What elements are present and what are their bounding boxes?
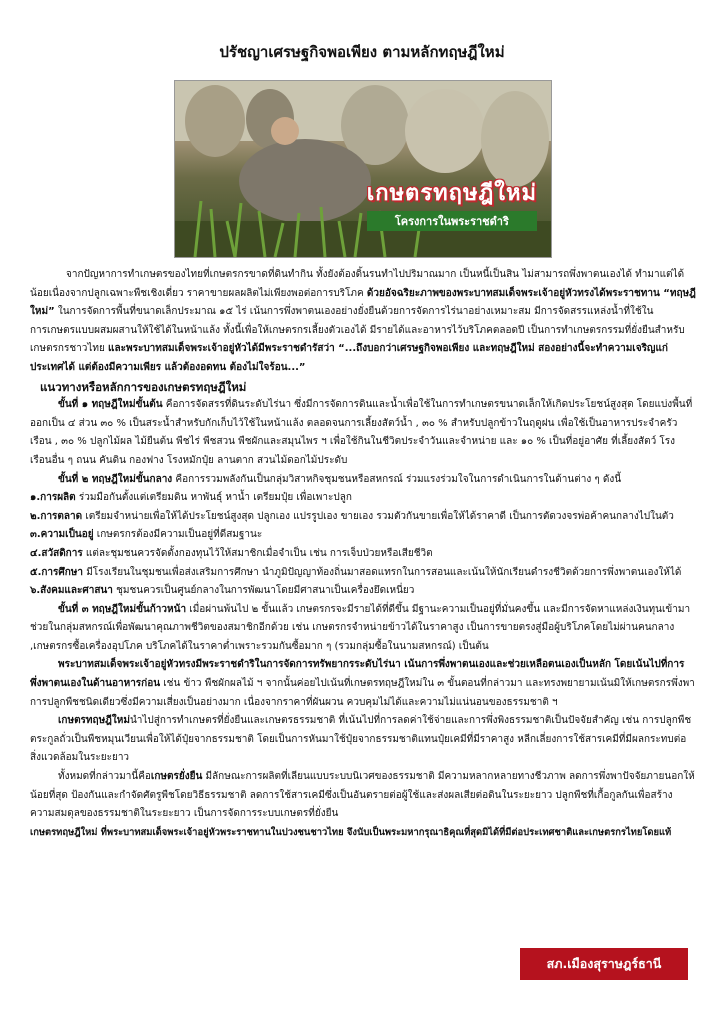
para4-text: เช่น ข้าว พืชผักผลไม้ ฯ จากนั้นค่อยไปเน้นที่เกษตรทฤษฎีใหม่ใน ๓ ขั้นตอนที่กล่าวมา และทรงพยายามเน้นมิให้เกษตรกรพึ่งพาการปลูกพืชชนิดเดียวซึ่งมีความเสี่ยงเป็นอย่างมาก เนื่องจากราคาที่ผันผวน ควบคุมไม่ได้และความไม่แน่นอนของธรรมชาติ ฯ <box>30 678 695 708</box>
photo-banner <box>367 175 537 231</box>
photo-figure-5 <box>481 91 549 187</box>
section-heading: แนวทางหรือหลักการของเกษตรทฤษฎีใหม่ <box>40 379 247 394</box>
new-theory-paragraph <box>30 712 696 768</box>
item-label: ๒.การตลาด <box>30 510 83 522</box>
step2-item-society <box>30 582 696 601</box>
para6-text-1: ทั้งหมดที่กล่าวมานี้คือ <box>58 771 151 783</box>
banner-title: เกษตรทฤษฎีใหม่ <box>366 181 537 206</box>
step2-item-marketing <box>30 508 696 527</box>
intro-bold-2: และพระบาทสมเด็จพระเจ้าอยู่หัวได้มีพระราชดำรัสว่า “...ถึงบอกว่าเศรษฐกิจพอเพียง และทฤษฎีใหม่ สองอย่างนี้จะทำความเจริญแก่ประเทศได้ แต่ต้องมีความเพียร แล้วต้องอดทน ต้องไม่ใจร้อน...” <box>30 343 668 373</box>
step2-item-production <box>30 489 696 508</box>
item-label: ๓.ความเป็นอยู่ <box>30 529 94 541</box>
item-label: ๔.สวัสดิการ <box>30 547 83 559</box>
step3-text: เมื่อผ่านพ้นไป ๒ ขั้นแล้ว เกษตรกรจะมีรายได้ที่ดีขึ้น มีฐานะความเป็นอยู่ที่มั่นคงขึ้น และมีการจัดหาแหล่งเงินทุนเข้ามาช่วยในกลุ่มสหกรณ์เพื่อพัฒนาคุณภาพชีวิตของสมาชิกอีกด้วย เช่น เกษตรกรจำหน่ายข้าวได้ในราคาสูง เป็นการขายตรงสู่มือผู้บริโภคโดยไม่ผ่านคนกลาง ,เกษตรกรซื้อเครื่องอุปโภค บริโภคได้ในราคาต่ำเพราะรวมกันซื้อมาก ๆ (รวมกลุ่มซื้อในนามสหกรณ์) เป็นต้น <box>30 603 691 652</box>
royal-initiative-paragraph <box>30 656 696 712</box>
step1-paragraph <box>30 396 696 470</box>
office-label: สภ.เมืองสุราษฎร์ธานี <box>520 948 688 980</box>
step3-lead: ขั้นที่ ๓ ทฤษฎีใหม่ขั้นก้าวหน้า <box>58 603 187 615</box>
step2-item-welfare <box>30 545 696 564</box>
item-text: ชุมชนควรเป็นศูนย์กลางในการพัฒนาโดยมีศาสนาเป็นเครื่องยึดเหนี่ยว <box>112 585 415 597</box>
item-text: ร่วมมือกันตั้งแต่เตรียมดิน หาพันธุ์ หาน้ำ เตรียมปุ๋ย เพื่อเพาะปลูก <box>75 492 352 504</box>
para6-bold: เกษตรยั่งยืน <box>150 771 203 783</box>
step2-paragraph <box>30 471 696 490</box>
photo-main-figure <box>239 139 371 223</box>
item-text: มีโรงเรียนในชุมชนเพื่อส่งเสริมการศึกษา นำภูมิปัญญาท้องถิ่นมาสอดแทรกในการสอนและเน้นให้นักเรียนดำรงชีวิตด้วยการพึ่งพาตนเองให้ได้ <box>83 566 682 578</box>
item-text: เกษตรกรต้องมีความเป็นอยู่ที่ดีสมฐานะ <box>93 529 263 541</box>
item-label: ๕.การศึกษา <box>30 566 84 578</box>
item-label: ๑.การผลิต <box>30 492 76 504</box>
step1-lead: ขั้นที่ ๑ ทฤษฎีใหม่ขั้นต้น <box>58 399 163 411</box>
para6-text-2: มีลักษณะการผลิตที่เลียนแบบระบบนิเวศของธรรมชาติ มีความหลากหลายทางชีวภาพ ลดการพึ่งพาปัจจัยภายนอกให้น้อยที่สุด ป้องกันและกำจัดศัตรูพืชโดยวิธีธรรมชาติ ลดการใช้สารเคมีซึ่งเป็นอันตรายต่อผู้ใช้และส่งผลเสียต่อดินในระยะยาว ปลูกพืชที่เกื้อกูลกันเพื่อสร้างความสมดุลของธรรมชาติในระยะยาว เป็นการจัดการระบบเกษตรที่ยั่งยืน <box>30 771 695 820</box>
para4-bold: พระบาทสมเด็จพระเจ้าอยู่หัวทรงมีพระราชดำริในการจัดการทรัพยากรระดับไร่นา เน้นการพึ่งพาตนเองและช่วยเหลือตนเองเป็นหลัก โดยเน้นไปที่การพึ่งพาตนเองในด้านอาหารก่อน <box>30 659 685 690</box>
para5-bold: เกษตรทฤษฎีใหม่ <box>58 715 130 727</box>
item-text: แต่ละชุมชนควรจัดตั้งกองทุนไว้ให้สมาชิกเมื่อจำเป็น เช่น การเจ็บป่วยหรือเสียชีวิต <box>82 547 433 559</box>
intro-paragraph <box>30 266 696 378</box>
step2-item-living <box>30 526 696 545</box>
item-text: เตรียมจำหน่ายเพื่อให้ได้ประโยชน์สูงสุด ปลูกเอง แปรรูปเอง ขายเอง รวมตัวกันขายเพื่อให้ได้ราคาดี เป็นการตัดวงจรพ่อค้าคนกลางไปในตัว <box>82 510 674 522</box>
king-farming-photo <box>174 80 552 258</box>
photo-figure-left <box>185 85 245 157</box>
intro-text-2: ในการจัดการพื้นที่ขนาดเล็กประมาณ ๑๕ ไร่ เน้นการพึ่งพาตนเองอย่างยั่งยืนด้วยการจัดการไร่นาอย่างเหมาะสม มีการจัดสรรแหล่งน้ำที่ใช้ในการเกษตรแบบผสมผสานให้ใช้ได้ในหน้าแล้ง ทั้งนี้เพื่อให้เกษตรกรเลี้ยงตัวเองได้ มีรายได้และอาหารไว้บริโภคตลอดปี เป็นการทำเกษตรกรรมที่ยั่งยืนสำหรับเกษตรกรชาวไทย <box>30 306 685 355</box>
sustainable-paragraph <box>30 768 696 824</box>
item-label: ๖.สังคมและศาสนา <box>30 585 113 597</box>
step3-paragraph <box>30 601 696 657</box>
intro-bold-1: ด้วยอัจฉริยะภาพของพระบาทสมเด็จพระเจ้าอยู่หัวทรงได้พระราชทาน “ทฤษฎีใหม่” <box>30 287 696 318</box>
step2-item-education <box>30 564 696 583</box>
closing-statement: เกษตรทฤษฎีใหม่ ที่พระบาทสมเด็จพระเจ้าอยู่หัวพระราชทานในปวงชนชาวไทย จึงนับเป็นพระมหากรุณาธิคุณที่สุดมิได้ที่มีต่อประเทศชาติและเกษตรกรไทยโดยแท้ <box>30 826 672 838</box>
photo-figure-4 <box>405 89 485 173</box>
step1-text: คือการจัดสรรที่ดินระดับไร่นา ซึ่งมีการจัดการดินและน้ำเพื่อใช้ในการทำเกษตรขนาดเล็กให้เกิดประโยชน์สูงสุด โดยแบ่งพื้นที่ออกเป็น ๔ ส่วน ๓๐ % เป็นสระน้ำสำหรับกักเก็บไว้ใช้ในหน้าแล้ง ตลอดจนการเลี้ยงสัตว์น้ำ , ๓๐ % สำหรับปลูกข้าวในฤดูฝน เพื่อใช้เป็นอาหารประจำครัวเรือน , ๓๐ % ปลูกไม้ผล ไม้ยืนต้น พืชไร่ พืชสวน พืชผักและสมุนไพร ฯ เพื่อใช้กินในชีวิตประจำวันและจำหน่าย และ ๑๐ % เป็นที่อยู่อาศัย ที่เลี้ยงสัตว์ โรงเรือนอื่น ๆ ถนน คันดิน กองฟาง โรงหมักปุ๋ย ลานตาก สวนไม้ดอกไม้ประดับ <box>30 399 693 466</box>
step2-lead: ขั้นที่ ๒ ทฤษฎีใหม่ขั้นกลาง <box>58 473 173 485</box>
page-title: ปรัชญาเศรษฐกิจพอเพียง ตามหลักทฤษฎีใหม่ <box>219 43 505 61</box>
article-body <box>30 266 696 842</box>
intro-text-1: จากปัญหาการทำเกษตรของไทยที่เกษตรกรขาดที่ดินทำกิน ทั้งยังต้องดิ้นรนทำไปปริมาณมาก เป็นหนี้เป็นสิน ไม่สามารถพึ่งพาตนเองได้ ทำมาแต่ได้น้อยเนื่องจากปลูกเฉพาะพืชเชิงเดี่ยว ราคาขายผลผลิตไม่เพียงพอต่อการบริโภค <box>30 269 685 299</box>
para5-text: นำไปสู่การทำเกษตรที่ยั่งยืนและเกษตรธรรมชาติ ที่เน้นไปที่การลดค่าใช้จ่ายและการพึ่งพิงธรรมชาติเป็นปัจจัยสำคัญ เช่น การปลูกพืชตระกูลถั่วเป็นพืชหมุนเวียนเพื่อให้ได้ปุ๋ยจากธรรมชาติ โดยเป็นการหันมาใช้ปุ๋ยจากธรรมชาติแทนปุ๋ยเคมีที่มีราคาสูง หลีกเลี่ยงการใช้สารเคมีที่มีผลกระทบต่อสิ่งแวดล้อมในระยะยาว <box>30 715 692 764</box>
photo-main-head <box>271 117 299 145</box>
step2-text: คือการรวมพลังกันเป็นกลุ่มวิสาหกิจชุมชนหรือสหกรณ์ ร่วมแรงร่วมใจในการดำเนินการในด้านต่าง ๆ ดังนี้ <box>172 473 622 485</box>
banner-subtitle: โครงการในพระราชดำริ <box>367 211 537 231</box>
